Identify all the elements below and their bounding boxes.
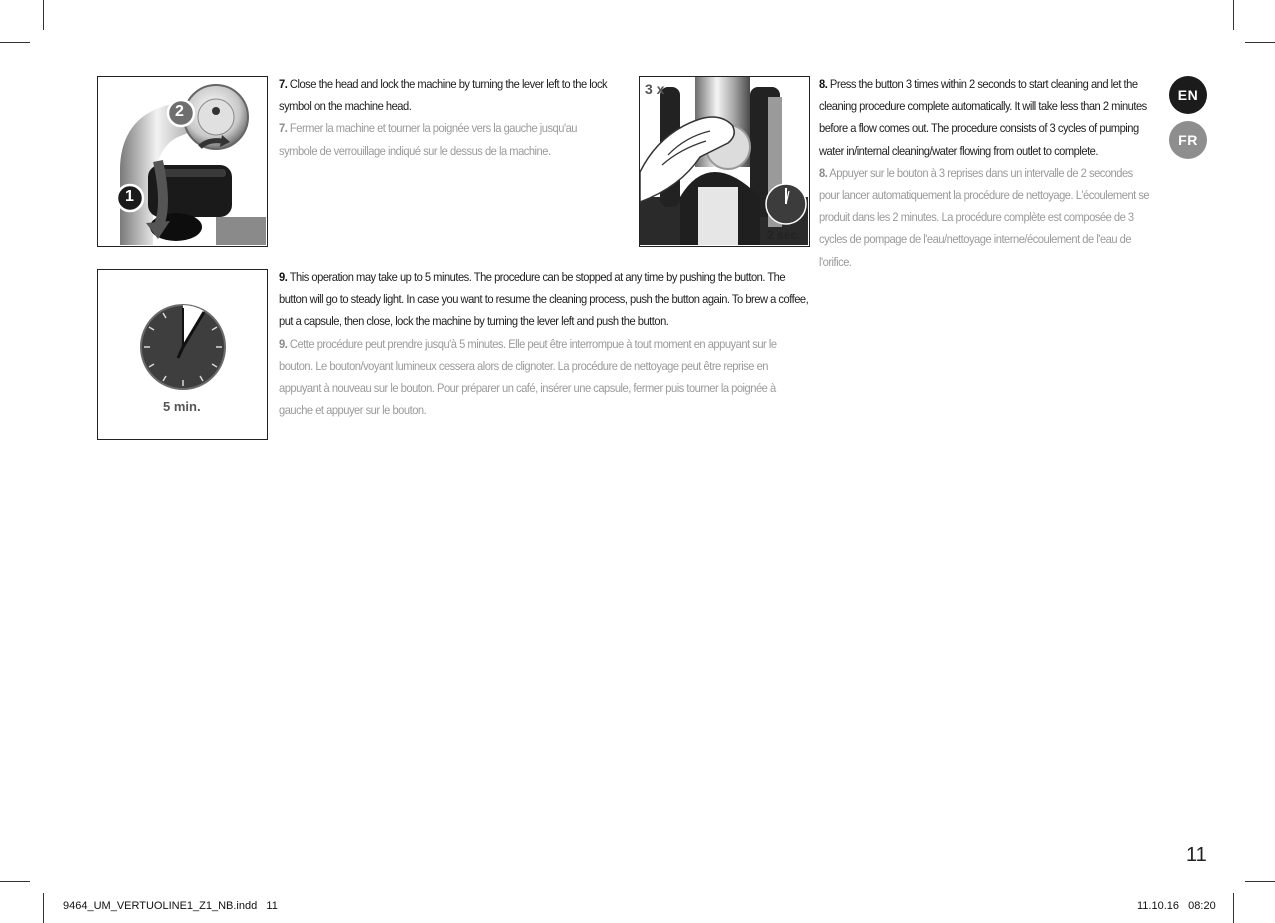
footer-date-time: 11.10.16 08:20: [1137, 900, 1216, 912]
page-number: 11: [1186, 844, 1207, 866]
step-1-label: 1: [125, 188, 134, 205]
step-9-instruction-en: This operation may take up to 5 minutes. The procedure can be stopped at any time by pushing the button. The button will go to steady light. In case you want to resume the cleaning process, push the button again. To brew a coffee, put a capsule, then close, lock the machine by turning the lever left and push the button.: [279, 270, 809, 329]
step-8-instruction-en: Press the button 3 times within 2 seconds to start cleaning and let the cleaning procedure complete automatically. It will take less than 2 minutes before a flow comes out. The procedure consists of 3 cycles of pumping water in/internal cleaning/water flowing from outlet to complete.: [819, 77, 1147, 158]
step-7-number-en: 7.: [279, 77, 288, 91]
crop-mark: [1233, 0, 1234, 30]
step-7-instruction-fr: Fermer la machine et tourner la poignée vers la gauche jusqu'au symbole de verrouillage indiqué sur le dessus de la machine.: [279, 121, 578, 158]
step-9-instruction-fr: Cette procédure peut prendre jusqu'à 5 minutes. Elle peut être interrompue à tout moment en appuyant sur le bouton. Le bouton/voyant lumineux cessera alors de clignoter. La procédure de nettoyage peut être reprise en appuyant à nouveau sur le bouton. Pour préparer un café, insérer une capsule, fermer puis tourner la poignée à gauche et appuyer sur le bouton.: [279, 336, 777, 418]
crop-mark: [0, 42, 30, 43]
step-7-number-fr: 7.: [279, 121, 288, 136]
step-9-number-fr: 9.: [279, 336, 288, 351]
crop-mark: [1245, 42, 1275, 43]
repeat-count-label: 3 x: [645, 81, 665, 97]
step-7-text: [279, 73, 617, 162]
step-2-label: 2: [175, 103, 184, 120]
step-8-text: [819, 73, 1155, 273]
language-badge-fr: FR: [1169, 121, 1207, 159]
timer-duration-label: 5 min.: [163, 399, 201, 414]
step-7-instruction-en: Close the head and lock the machine by turning the lever left to the lock symbol on the machine head.: [279, 77, 608, 114]
footer-file-info: 9464_UM_VERTUOLINE1_Z1_NB.indd 11: [63, 900, 278, 912]
press-button-illustration: [639, 76, 810, 247]
press-duration-label: 2 sec.: [767, 228, 801, 242]
crop-mark: [43, 0, 44, 30]
close-head-illustration: [97, 76, 268, 247]
crop-mark: [43, 893, 44, 923]
crop-mark: [1245, 881, 1275, 882]
crop-mark: [1233, 893, 1234, 923]
step-8-instruction-fr: Appuyer sur le bouton à 3 reprises dans un intervalle de 2 secondes pour lancer automatiquement la procédure de nettoyage. L'écoulement se produit dans les 2 minutes. La procédure complète est composée de 3 cycles de pompage de l'eau/nettoyage interne/écoulement de l'eau de l'orifice.: [819, 165, 1150, 269]
language-badge-en: EN: [1169, 76, 1207, 114]
step-8-number-fr: 8.: [819, 165, 828, 180]
hand-pressing-button-icon: [640, 77, 808, 245]
step-9-number-en: 9.: [279, 270, 288, 284]
step-8-number-en: 8.: [819, 77, 828, 91]
crop-mark: [0, 881, 30, 882]
timer-illustration: [97, 269, 268, 440]
step-9-text: [279, 266, 810, 421]
